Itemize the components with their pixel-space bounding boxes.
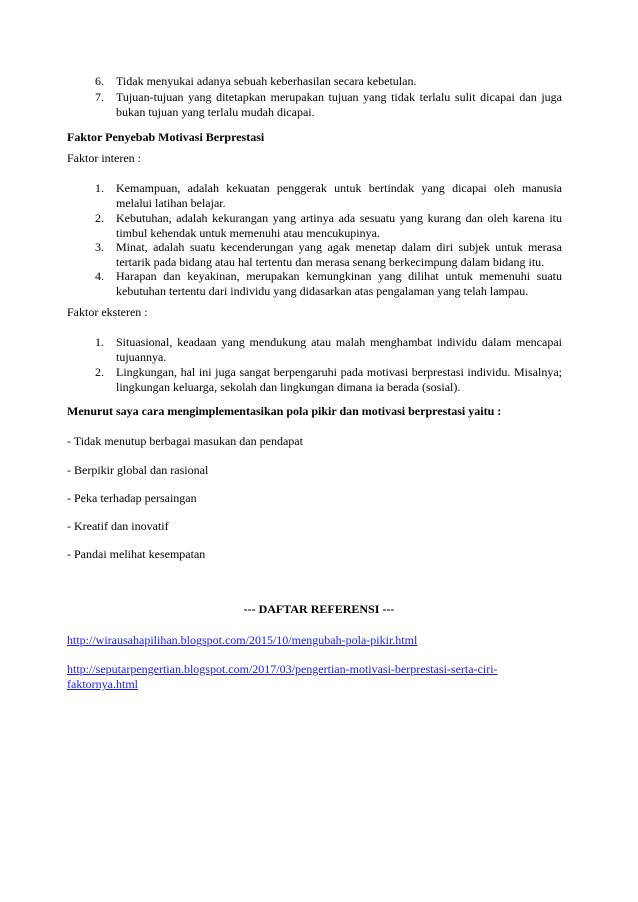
reference-link-2-line2: faktornya.html <box>67 677 138 691</box>
list-text: Kebutuhan, adalah kekurangan yang artinya ada sesuatu yang kurang dan oleh karena itu timbul kehendak untuk memenuhi atau mencukupinya. <box>116 211 562 240</box>
list-item <box>0 240 638 269</box>
list-text: Harapan dan keyakinan, merupakan kemungkinan yang dilihat untuk memenuhi suatu kebutuhan tertentu dari individu yang didasarkan atas pengalaman yang telah lampau. <box>116 269 562 298</box>
list-number: 7. <box>95 90 104 104</box>
extern-label: Faktor eksteren : <box>67 305 148 319</box>
list-item <box>0 90 638 122</box>
list-item <box>0 365 638 395</box>
list-number: 2. <box>95 211 104 225</box>
reference-link-2[interactable] <box>67 662 498 691</box>
list-item <box>0 269 638 299</box>
list-item <box>0 211 638 240</box>
references-heading: --- DAFTAR REFERENSI --- <box>243 602 395 616</box>
section-heading-implementasi: Menurut saya cara mengimplementasikan pola pikir dan motivasi berprestasi yaitu : <box>67 404 502 418</box>
point-item: - Tidak menutup berbagai masukan dan pendapat <box>67 434 303 448</box>
reference-link-2-line1: http://seputarpengertian.blogspot.com/2017/03/pengertian-motivasi-berprestasi-serta-ciri- <box>67 662 498 676</box>
list-text: Situasional, keadaan yang mendukung atau malah menghambat individu dalam mencapai tujuannya. <box>116 335 562 364</box>
list-number: 3. <box>95 240 104 254</box>
list-text: Minat, adalah suatu kecenderungan yang agak menetap dalam diri subjek untuk merasa tertarik pada bidang atau hal tertentu dan merasa senang berkecimpung dalam bidang itu. <box>116 240 562 269</box>
point-item: - Kreatif dan inovatif <box>67 519 169 533</box>
section-heading-faktor: Faktor Penyebab Motivasi Berprestasi <box>67 130 265 144</box>
list-text: Kemampuan, adalah kekuatan penggerak untuk bertindak yang dicapai oleh manusia melalui latihan belajar. <box>116 181 562 210</box>
list-text: Lingkungan, hal ini juga sangat berpengaruhi pada motivasi berprestasi individu. Misalnya; lingkungan keluarga, sekolah dan lingkungan dimana ia berada (sosial). <box>116 365 562 394</box>
intern-label: Faktor interen : <box>67 151 141 165</box>
list-number: 6. <box>95 74 104 88</box>
reference-item <box>67 662 527 692</box>
intern-list <box>0 181 638 299</box>
list-number: 1. <box>95 181 104 195</box>
reference-link-1[interactable]: http://wirausahapilihan.blogspot.com/2015/10/mengubah-pola-pikir.html <box>67 633 418 647</box>
list-number: 2. <box>95 365 104 379</box>
top-numbered-list <box>0 74 638 122</box>
point-item: - Peka terhadap persaingan <box>67 491 197 505</box>
point-item: - Berpikir global dan rasional <box>67 463 209 477</box>
reference-item <box>67 633 417 648</box>
list-item <box>0 335 638 365</box>
list-text: Tujuan-tujuan yang ditetapkan merupakan tujuan yang tidak terlalu sulit dicapai dan juga bukan tujuan yang terlalu mudah dicapai. <box>116 90 562 119</box>
list-item <box>0 181 638 211</box>
point-item: - Pandai melihat kesempatan <box>67 547 206 561</box>
list-number: 1. <box>95 335 104 349</box>
list-text: Tidak menyukai adanya sebuah keberhasilan secara kebetulan. <box>116 74 417 88</box>
list-item <box>0 74 638 90</box>
list-number: 4. <box>95 269 104 283</box>
extern-list <box>0 335 638 395</box>
